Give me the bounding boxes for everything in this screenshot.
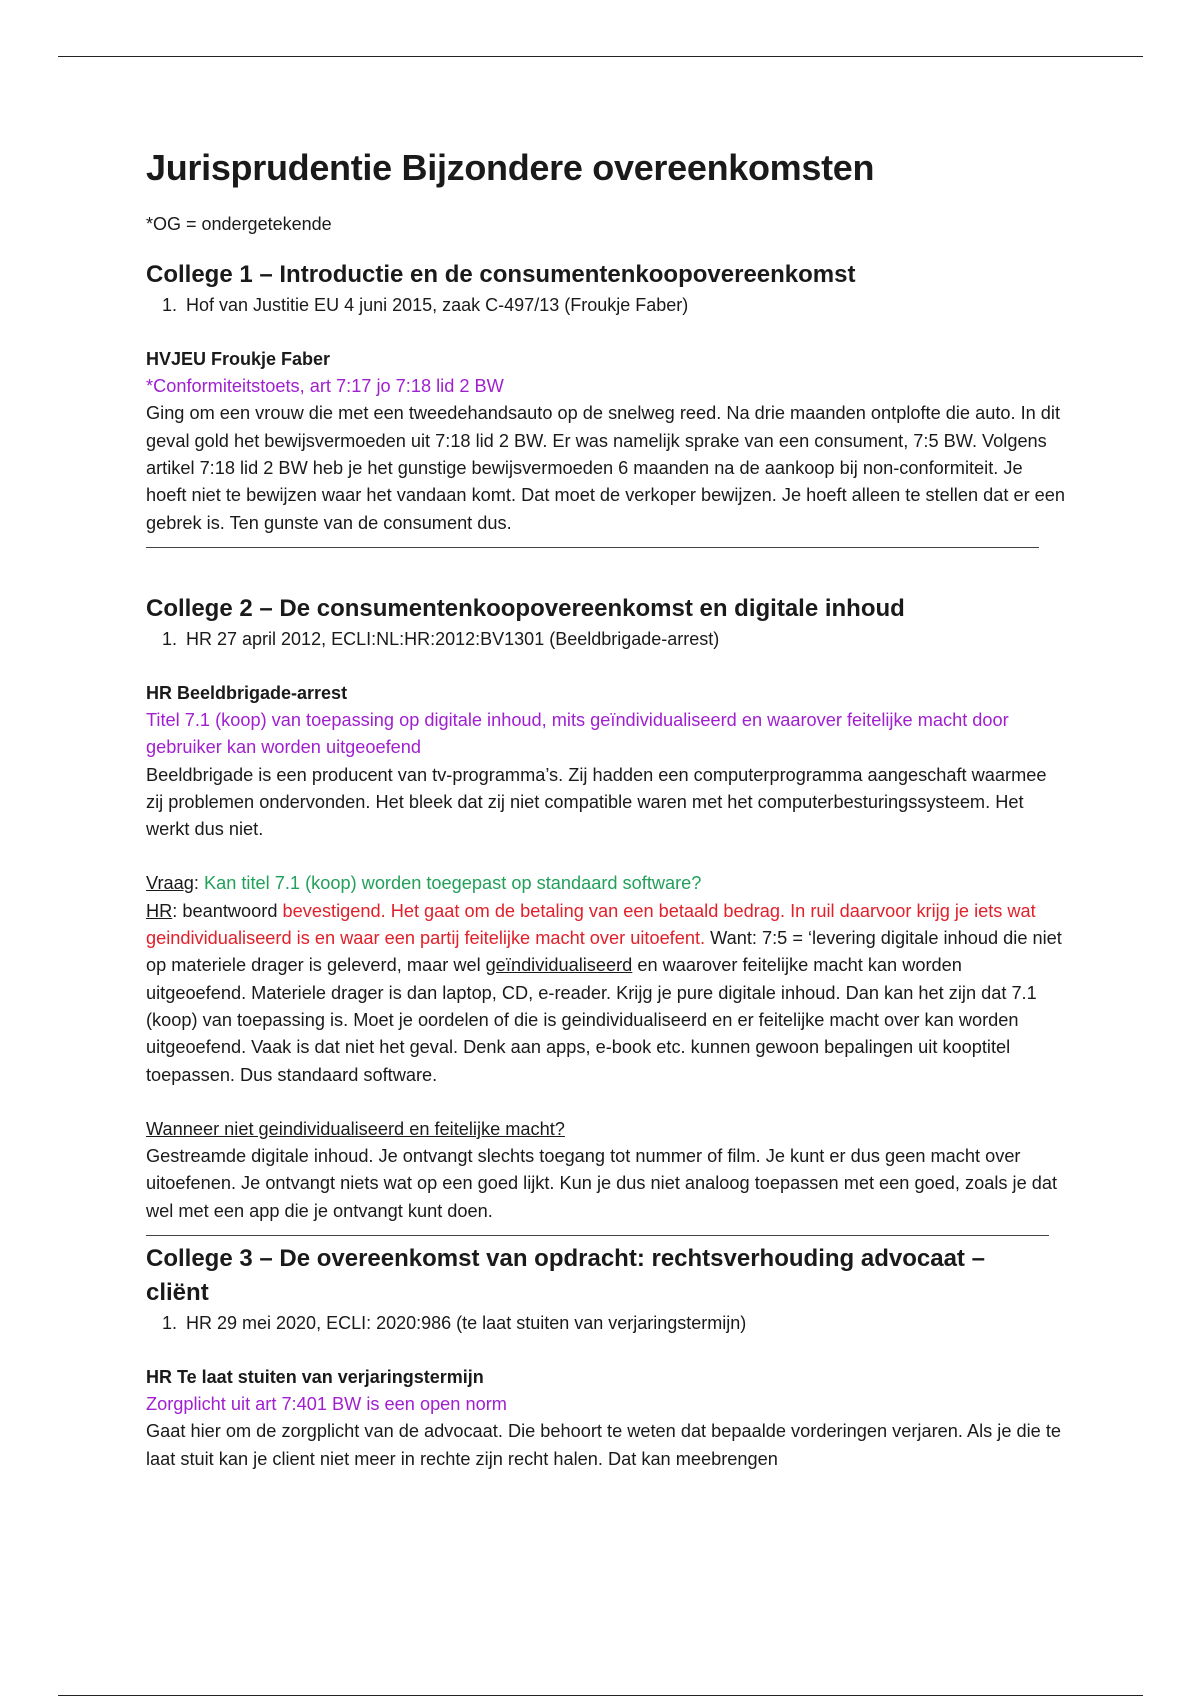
college-3-section <box>146 1242 1066 1473</box>
college-1-body: Ging om een vrouw die met een tweedehandsauto op de snelweg reed. Na drie maanden ontplofte die auto. In dit geval gold het bewijsvermoeden uit 7:18 lid 2 BW. Er was namelijk sprake van een consument, 7:5 BW. Volgens artikel 7:18 lid 2 BW heb je het gunstige bewijsvermoeden 6 maanden na de aankoop bij non-conformiteit. Je hoeft niet te bewijzen waar het vandaan komt. Dat moet de verkoper bewijzen. Je hoeft alleen te stellen dat er een gebrek is. Ten gunste van de consument dus. <box>146 403 1066 533</box>
college-2-list <box>146 626 1066 653</box>
document-page <box>146 146 1066 1473</box>
college-2-highlight: Titel 7.1 (koop) van toepassing op digitale inhoud, mits geïndividualiseerd en waarover feitelijke macht door gebruiker kan worden uitgeoefend <box>146 709 1009 758</box>
college-1-heading: College 1 – Introductie en de consumentenkoopovereenkomst <box>146 261 856 289</box>
college-2-heading: College 2 – De consumentenkoopovereenkomst en digitale inhoud <box>146 594 905 622</box>
abbreviation-note: *OG = ondergetekende <box>146 214 332 235</box>
college-2-question: Vraag: Kan titel 7.1 (koop) worden toegepast op standaard software? <box>146 873 702 894</box>
college-2-item: 1. HR 27 april 2012, ECLI:NL:HR:2012:BV1301 (Beeldbrigade-arrest) <box>182 626 1066 653</box>
college-3-item: 1. HR 29 mei 2020, ECLI: 2020:986 (te laat stuiten van verjaringstermijn) <box>182 1310 1066 1337</box>
college-2-subquestion: Wanneer niet geindividualiseerd en feitelijke macht? <box>146 1118 565 1139</box>
college-3-case-title: HR Te laat stuiten van verjaringstermijn <box>146 1367 484 1388</box>
hr-label: HR <box>146 900 173 921</box>
college-1-item: 1. Hof van Justitie EU 4 juni 2015, zaak C-497/13 (Froukje Faber) <box>182 292 1066 319</box>
college-3-list <box>146 1310 1066 1337</box>
college-2-subanswer: Gestreamde digitale inhoud. Je ontvangt slechts toegang tot nummer of film. Je kunt er dus geen macht over uitoefenen. Je ontvangt niets wat op een goed lijkt. Kun je dus niet analoog toepassen met een goed, zoals je dat wel met een app die je ontvangt kunt doen. <box>146 1146 1058 1221</box>
college-1-section <box>146 258 1066 548</box>
college-2-hr-answer: HR: beantwoord bevestigend. Het gaat om de betaling van een betaald bedrag. In ruil daarvoor krijg je iets wat geindividualiseerd is en waar een partij feitelijke macht over uitoefent. Want: 7:5 = ‘levering digitale inhoud die niet op materiele drager is geleverd, maar wel geïndividualiseerd en waarover feitelijke macht kan worden uitgeoefend. Materiele drager is dan laptop, CD, e-reader. Krijg je pure digitale inhoud. Dan kan het zijn dat 7.1 (koop) van toepassing is. Moet je oordelen of die is geindividualiseerd en er feitelijke macht over kan worden uitgeoefend. Vaak is dat niet het geval. Denk aan apps, e-book etc. kunnen gewoon bepalingen uit kooptitel toepassen. Dus standaard software. <box>146 900 1062 1085</box>
document-title: Jurisprudentie Bijzondere overeenkomsten <box>146 147 875 188</box>
college-3-highlight: Zorgplicht uit art 7:401 BW is een open norm <box>146 1394 507 1415</box>
hr-underlined-term: geïndividualiseerd <box>485 955 633 976</box>
college-1-list <box>146 292 1066 319</box>
top-rule <box>58 56 1143 57</box>
college-3-body: Gaat hier om de zorgplicht van de advocaat. Die behoort te weten dat bepaalde vorderingen verjaren. Als je die te laat stuit kan je client niet meer in rechte zijn recht halen. Dat kan meebrengen <box>146 1421 1061 1469</box>
vraag-label: Vraag <box>146 873 194 894</box>
college-2-case-title: HR Beeldbrigade-arrest <box>146 682 348 703</box>
hr-red-text: bevestigend. Het gaat om de betaling van een betaald bedrag. In ruil daarvoor krijg je iets wat geindividualiseerd is en waar een partij feitelijke macht over uitoefent. <box>146 900 1036 949</box>
bottom-rule <box>58 1695 1143 1696</box>
college-2-body: Beeldbrigade is een producent van tv-programma’s. Zij hadden een computerprogramma aangeschaft waarmee zij problemen ondervonden. Het bleek dat zij niet compatible waren met het computerbesturingssysteem. Het werkt dus niet. <box>146 764 1047 840</box>
vraag-text: Kan titel 7.1 (koop) worden toegepast op standaard software? <box>203 873 702 894</box>
college-3-heading: College 3 – De overeenkomst van opdracht: rechtsverhouding advocaat – cliënt <box>146 1245 985 1307</box>
college-1-highlight: *Conformiteitstoets, art 7:17 jo 7:18 lid 2 BW <box>146 376 504 397</box>
college-2-section <box>146 592 1066 1236</box>
college-1-case-title: HVJEU Froukje Faber <box>146 349 331 370</box>
